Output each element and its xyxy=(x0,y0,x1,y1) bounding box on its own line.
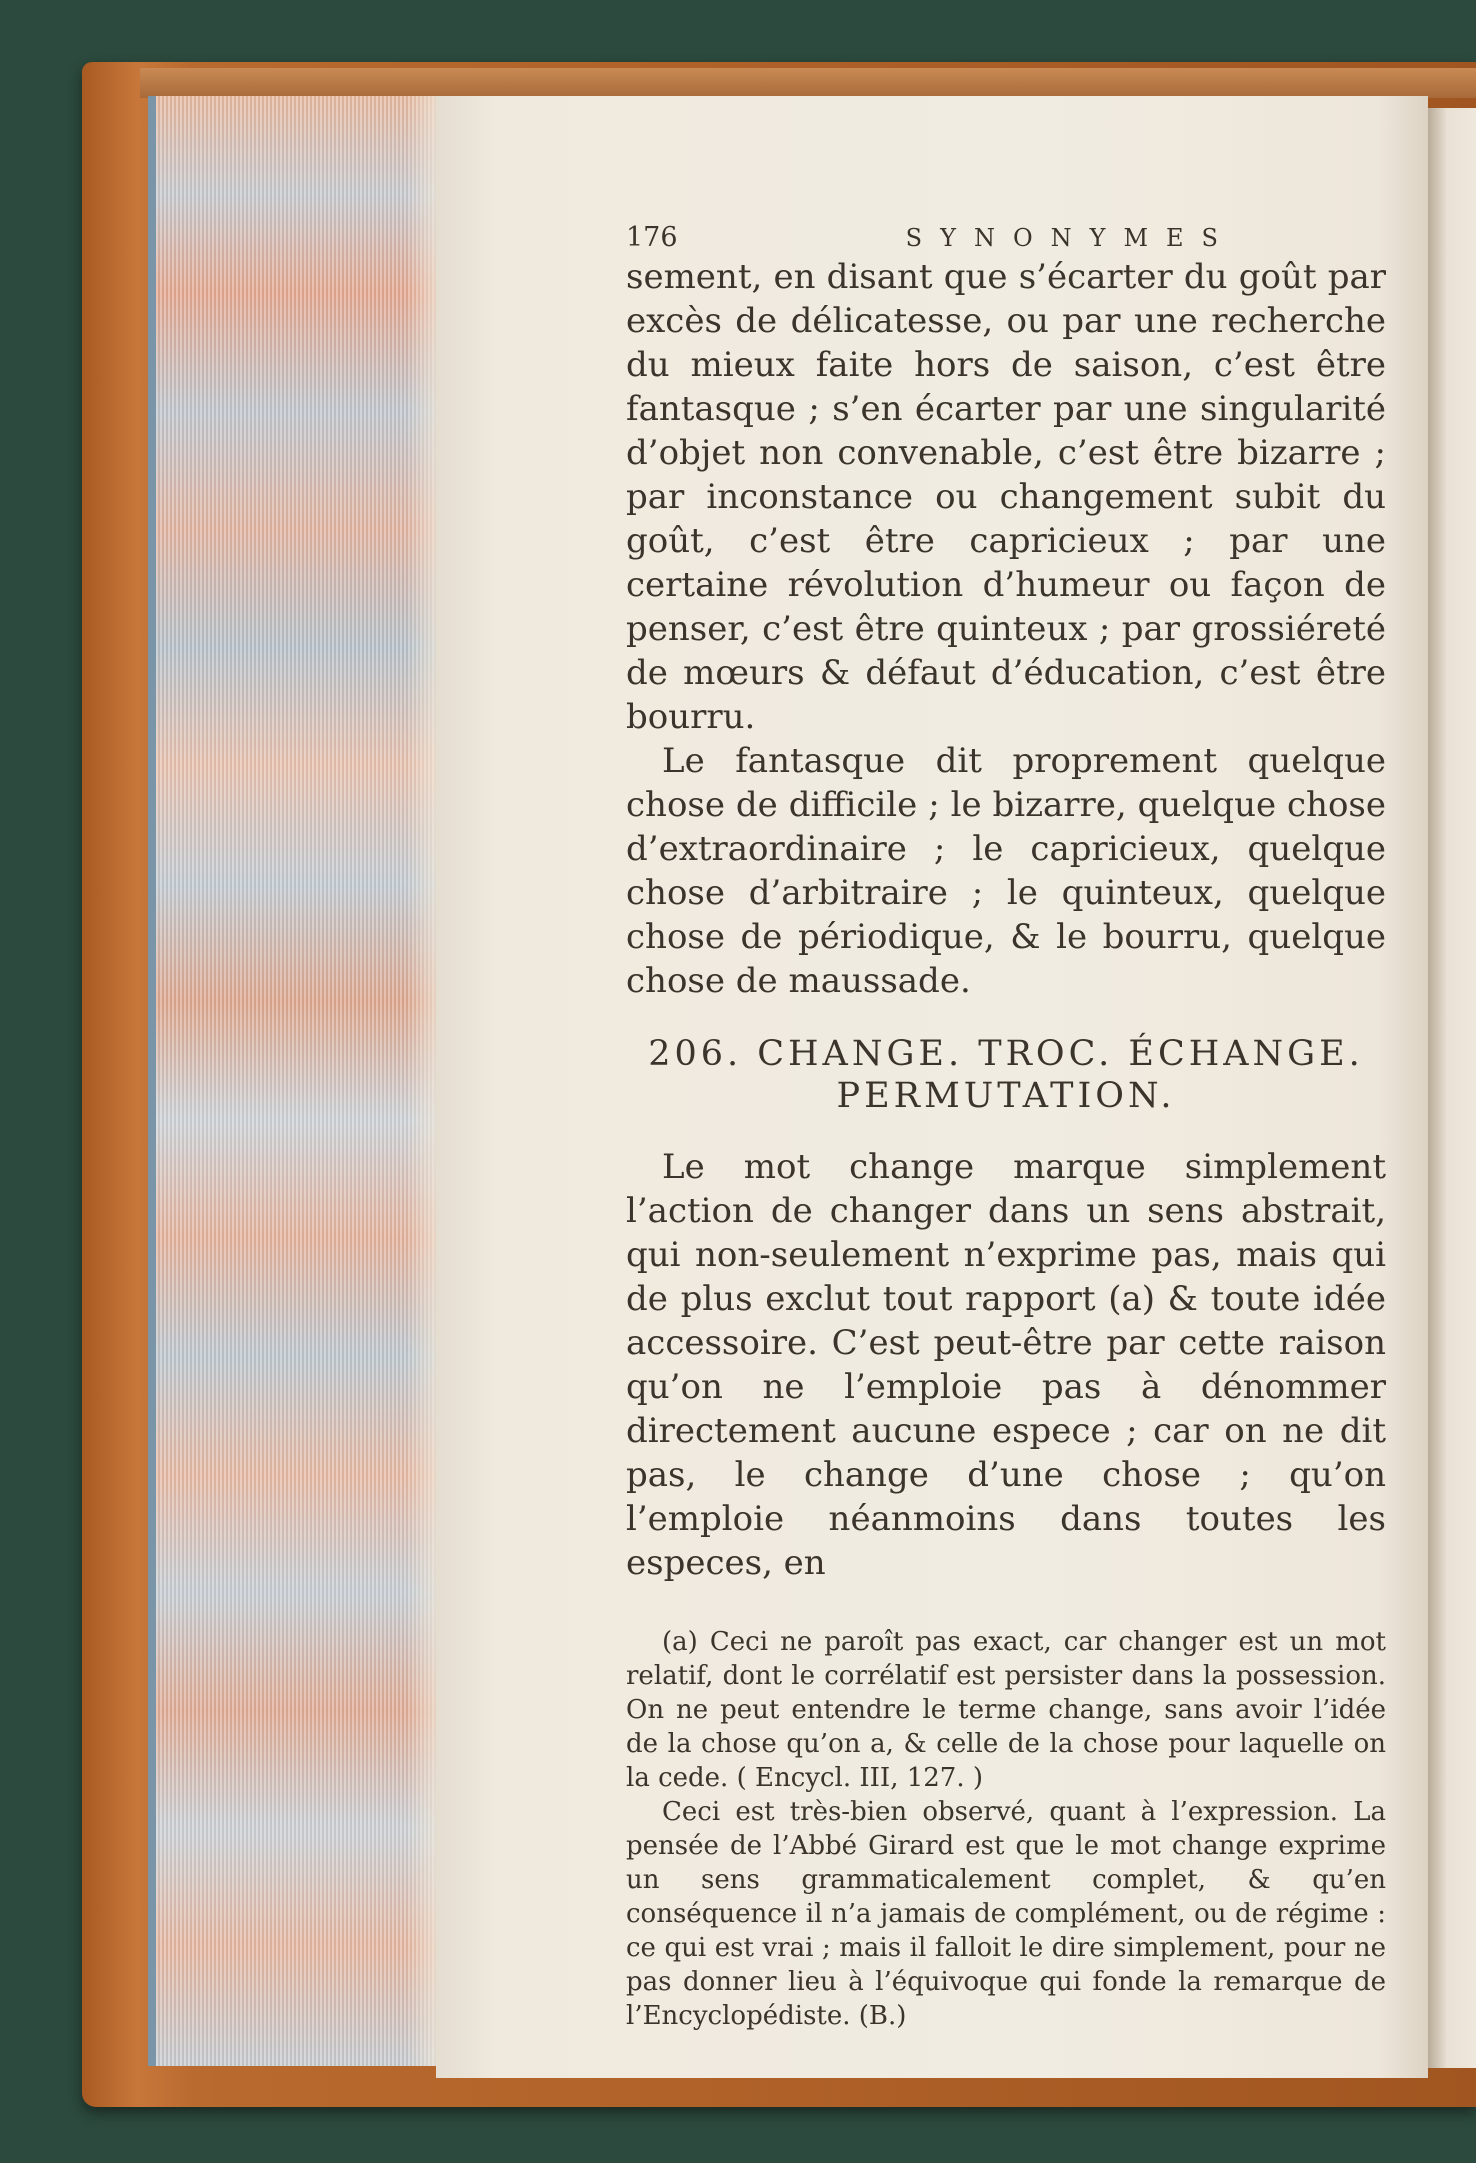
facing-page-edge xyxy=(1428,108,1476,2068)
running-title: SYNONYMES xyxy=(905,224,1236,252)
page-fore-edge xyxy=(148,96,446,2066)
entry-heading-line-1: 206. CHANGE. TROC. ÉCHANGE. xyxy=(648,1034,1364,1074)
footnote-b: Ceci est très-bien observé, quant à l’expression. La pensée de l’Abbé Girard est que le mot change exprime un sens grammaticalement complet, & qu’en conséquence il n’a jamais de complément, ou de régime : ce qui est vrai ; mais il falloit le dire simplement, pour ne pas donner lieu à l’équivoque qui fonde la remarque de l’Encyclopédiste. (B.) xyxy=(626,1797,1386,2031)
entry-paragraph: Le mot change marque simplement l’action de changer dans un sens abstrait, qui non-seulement n’exprime pas, mais qui de plus exclut tout rapport (a) & toute idée accessoire. C’est peut-être par cette raison qu’on ne l’emploie pas à dénommer directement aucune espece ; car on ne dit pas, le change d’une chose ; qu’on l’emploie néanmoins dans toutes les especes, en xyxy=(626,1147,1386,1583)
entry-heading xyxy=(626,1033,1386,1117)
paragraph-comparison: Le fantasque dit proprement quelque chose de difficile ; le bizarre, quelque chose d’extraordinaire ; le capricieux, quelque chose d’arbitraire ; le quinteux, quelque chose de périodique, & le bourru, quelque chose de maussade. xyxy=(626,741,1386,1001)
paragraph-continuation: sement, en disant que s’écarter du goût par excès de délicatesse, ou par une recherche du mieux faite hors de saison, c’est être fantasque ; s’en écarter par une singularité d’objet non convenable, c’est être bizarre ; par inconstance ou changement subit du goût, c’est être capricieux ; par une certaine révolution d’humeur ou façon de penser, c’est être quinteux ; par grossiéreté de mœurs & défaut d’éducation, c’est être bourru. xyxy=(626,257,1386,737)
page-number: 176 xyxy=(626,222,678,253)
footnotes xyxy=(626,1625,1386,2033)
page-header xyxy=(626,222,1386,253)
entry-heading-line-2: PERMUTATION. xyxy=(836,1076,1176,1116)
cover-top-edge xyxy=(140,68,1476,98)
footnote-a: (a) Ceci ne paroît pas exact, car changer est un mot relatif, dont le corrélatif est persister dans la possession. On ne peut entendre le terme change, sans avoir l’idée de la chose qu’on a, & celle de la chose pour laquelle on la cede. ( Encycl. III, 127. ) xyxy=(626,1627,1386,1793)
page-text xyxy=(626,222,1386,2033)
